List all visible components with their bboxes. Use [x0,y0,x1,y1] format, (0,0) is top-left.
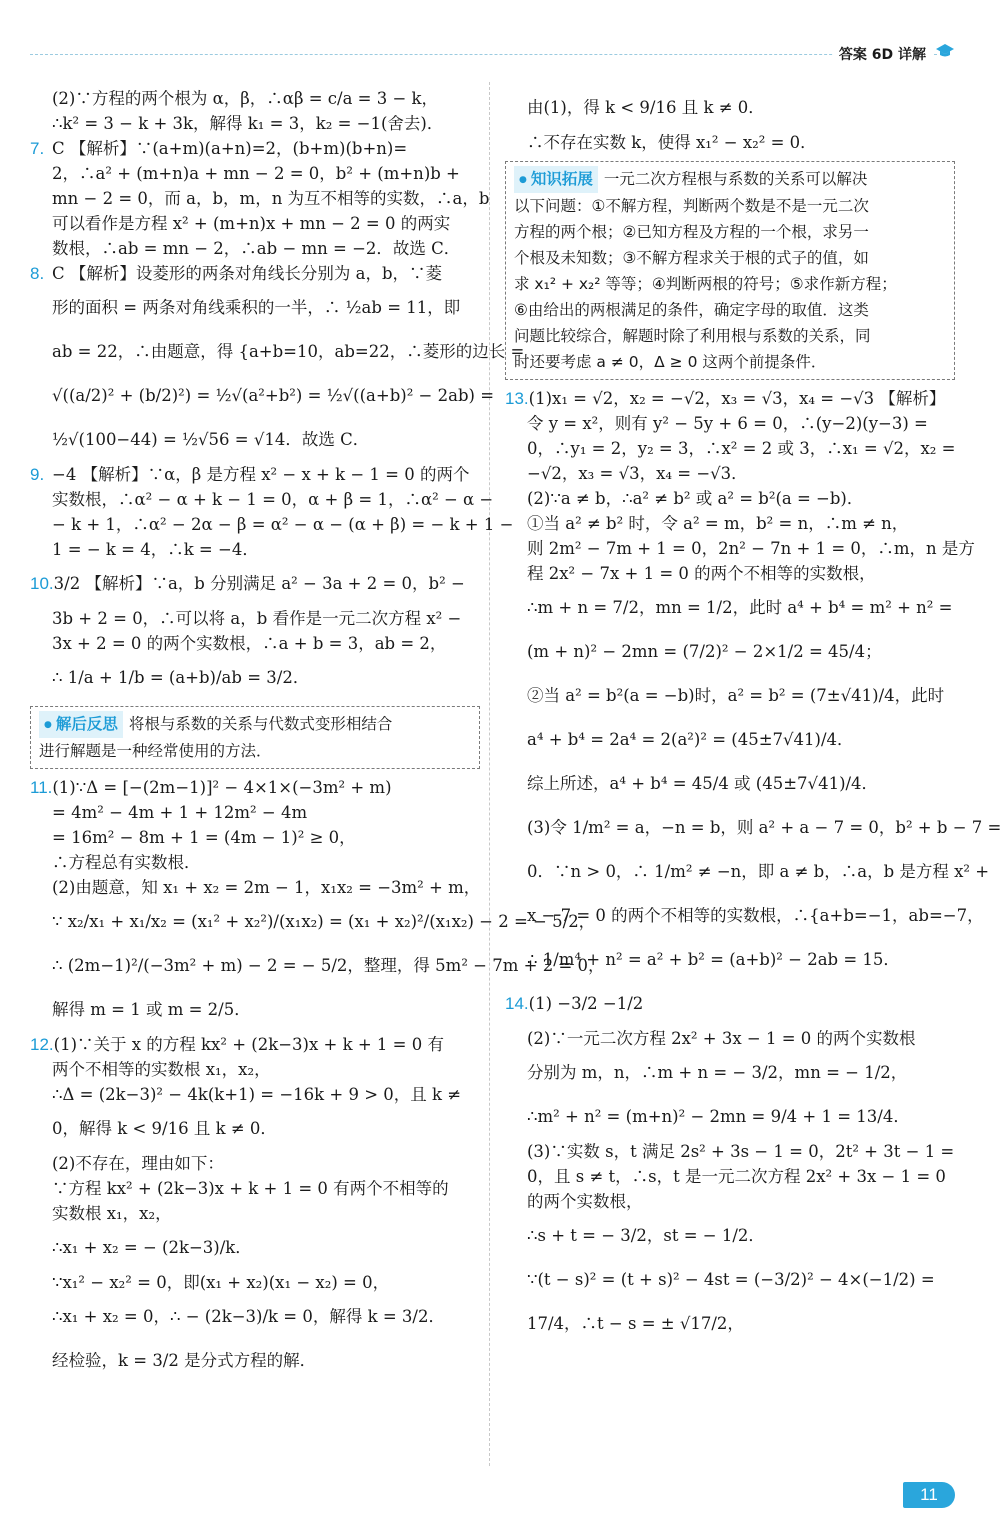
solution-line [30,161,480,186]
solution-line [30,1201,480,1226]
solution-text: mn − 2 = 0，而 a，b，m，n 为互不相等的实数，∴a，b [52,189,490,208]
solution-text: (1)∵Δ = [−(2m−1)]² − 4×1×(−3m² + m) [52,777,392,797]
solution-line [30,900,596,944]
solution-line [505,938,955,982]
solution-text: ∵方程 kx² + (2k−3)x + k + 1 = 0 有两个不相等的 [52,1178,449,1198]
solution-line [30,211,480,236]
header-title: 答案 6D 详解 [833,44,932,64]
solution-text: 经检验，k = 3/2 是分式方程的解． [52,1350,317,1370]
solution-text: (2)∵方程的两个根为 α，β，∴αβ = c/a = 3 − k， [52,89,439,108]
reflection-box-line: 将根与系数的关系与代数式变形相结合 [128,715,393,733]
question-number: 11. [30,777,53,797]
solution-text: 数根，∴ab = mn − 2，∴ab − mn = −2．故选 C． [52,239,461,258]
solution-text: 程 2x² − 7x + 1 = 0 的两个不相等的实数根， [527,563,876,583]
solution-line [505,586,955,630]
solution-text: ∴x₁ + x₂ = 0，∴ − (2k−3)/k = 0，解得 k = 3/2． [52,1306,445,1326]
solution-text: ∴ (2m−1)²/(−3m² + m) − 2 = − 5/2，整理，得 5m² − 7m + 2 = 0， [52,955,605,975]
solution-line [30,875,480,900]
question-number: 14. [505,993,529,1013]
solution-line [505,536,975,561]
solution-text: 两个不相等的实数根 x₁，x₂， [52,1059,271,1079]
solution-line [30,825,480,850]
solution-text: ½√(100−44) = ½√56 = √14．故选 C． [52,430,370,449]
solution-text: ∵x₁² − x₂² = 0，即(x₁ + x₂)(x₁ − x₂) = 0， [52,1272,390,1292]
solution-text: 0．∵n > 0，∴ 1/m² ≠ −n，即 a ≠ b，∴a，b 是方程 x² + [527,861,990,881]
solution-line [505,1051,955,1095]
solution-text: 由(1)，得 k < 9/16 且 k ≠ 0． [527,98,765,117]
knowledge-box-line: 求 x₁² + x₂² 等等；④判断两根的符号；⑤求作新方程； [514,274,897,293]
solution-text: ∴s + t = − 3/2，st = − 1/2． [527,1225,765,1245]
solution-text: = 16m² − 8m + 1 = (4m − 1)² ≥ 0， [52,827,356,847]
solution-line [30,286,480,330]
solution-line [30,1270,480,1295]
solution-line [505,1302,955,1346]
solution-text: ∴不存在实数 k，使得 x₁² − x₂² = 0． [527,133,817,152]
solution-line [505,1214,955,1258]
solution-line [505,1139,955,1164]
solution-text: = 4m² − 4m + 1 + 12m² − 4m [52,802,308,822]
solution-line [30,236,480,261]
graduation-cap-icon [935,42,955,60]
solution-line [505,718,955,762]
question-number: 7. [30,139,45,158]
question-number: 12. [30,1034,54,1054]
solution-text: ①当 a² ≠ b² 时，令 a² = m，b² = n，∴m ≠ n， [527,513,909,533]
solution-text: ∵(t − s)² = (t + s)² − 4st = (−3/2)² − 4×(−1/2) = [527,1269,935,1289]
solution-text: 则 2m² − 7m + 1 = 0，2n² − 7n + 1 = 0，∴m，n 是方 [527,538,975,558]
solution-text: 3x + 2 = 0 的两个实数根，∴a + b = 3，ab = 2， [52,634,447,653]
solution-text: ∴ 1/a + 1/b = (a+b)/ab = 3/2． [52,668,310,687]
solution-text: ∴x₁ + x₂ = − (2k−3)/k． [52,1237,252,1257]
question-number: 8. [30,264,45,283]
solution-text: 2，∴a² + (m+n)a + mn − 2 = 0，b² + (m+n)b + [52,164,460,183]
solution-line [505,386,955,411]
solution-text: ∴m + n = 7/2，mn = 1/2，此时 a⁴ + b⁴ = m² + n² = [527,597,953,617]
solution-text: ab = 22，∴由题意，得 {a+b=10，ab=22，∴菱形的边长 = [52,342,525,361]
solution-line [505,486,955,511]
solution-text: 1 = − k = 4，∴k = −4． [52,540,259,559]
solution-line [30,462,480,487]
solution-line [30,656,480,700]
solution-text: 解得 m = 1 或 m = 2/5． [52,999,251,1019]
solution-text: (1)x₁ = √2，x₂ = −√2，x₃ = √3，x₄ = −√3 【解析】 [528,388,946,408]
solution-line [505,894,984,938]
knowledge-box-line: 问题比较综合，解题时除了利用根与系数的关系，同 [514,326,871,345]
knowledge-box-line: 方程的两个根；②已知方程及方程的一个根，求另一 [514,222,869,241]
knowledge-box [505,161,955,380]
solution-line [505,630,955,674]
solution-line [505,674,955,718]
reflection-box-line: 进行解题是一种经常使用的方法． [39,741,272,760]
solution-text: −4 【解析】∵α，β 是方程 x² − x + k − 1 = 0 的两个 [52,465,470,484]
question-number: 10. [30,574,54,593]
solution-text: 3/2 【解析】∵a，b 分别满足 a² − 3a + 2 = 0，b² − [53,574,465,593]
solution-line [505,511,955,536]
solution-text: x − 7 = 0 的两个不相等的实数根，∴{a+b=−1，ab=−7， [527,905,984,925]
solution-line [30,775,480,800]
solution-line [505,1189,955,1214]
solution-line [30,86,480,111]
solution-line [505,411,955,436]
solution-text: 的两个实数根， [527,1191,643,1211]
solution-line [30,186,490,211]
solution-text: (3)令 1/m² = a，−n = b，则 a² + a − 7 = 0，b² + b − 7 = [527,817,1002,837]
solution-line [30,1032,480,1057]
solution-line [505,1026,955,1051]
solution-text: (2)由题意，知 x₁ + x₂ = 2m − 1，x₁x₂ = −3m² + m， [52,877,481,897]
solution-line [30,944,605,988]
solution-line [30,1107,480,1151]
solution-line [30,261,480,286]
solution-line [505,461,955,486]
solution-line [30,330,525,374]
solution-text: ②当 a² = b²(a = −b)时，a² = b² = (7±√41)/4，此时 [527,685,945,705]
solution-text: 实数根，∴α² − α + k − 1 = 0，α + β = 1，∴α² − α − [52,490,494,509]
solution-line [505,806,1002,850]
solution-line [30,418,480,462]
knowledge-box-line: 一元二次方程根与系数的关系可以解决 [603,170,868,188]
solution-text: ∴m² + n² = (m+n)² − 2mn = 9/4 + 1 = 13/4． [527,1106,910,1126]
solution-text: 分别为 m，n，∴m + n = − 3/2，mn = − 1/2， [527,1062,908,1082]
solution-text: C 【解析】∵(a+m)(a+n)=2，(b+m)(b+n)= [52,139,408,158]
solution-line [30,850,480,875]
solution-line [30,800,480,825]
solution-text: 0，解得 k < 9/16 且 k ≠ 0． [52,1118,277,1138]
reflection-box-title: ● 解后反思 [39,711,123,738]
reflection-box [30,706,480,769]
solution-text: √((a/2)² + (b/2)²) = ½√(a²+b²) = ½√((a+b)² − 2ab) = [52,386,495,405]
solution-text: 0，∴y₁ = 2，y₂ = 3，∴x² = 2 或 3，∴x₁ = √2，x₂ = [527,438,956,458]
solution-text: (1)∵关于 x 的方程 kx² + (2k−3)x + k + 1 = 0 有 [53,1034,444,1054]
header-rule [30,54,937,55]
solution-text: −√2，x₃ = √3，x₄ = −√3． [527,463,748,483]
solution-text: 综上所述，a⁴ + b⁴ = 45/4 或 (45±7√41)/4． [527,773,879,793]
solution-text: 0，且 s ≠ t，∴s，t 是一元二次方程 2x² + 3x − 1 = 0 [527,1166,946,1186]
solution-text: (3)∵实数 s，t 满足 2s² + 3s − 1 = 0，2t² + 3t − 1 = [527,1141,955,1161]
solution-text: ∴ 1/m⁴ + n² = a² + b² = (a+b)² − 2ab = 15． [527,949,900,969]
question-number: 13. [505,388,529,408]
knowledge-box-line: 时还要考虑 a ≠ 0，Δ ≥ 0 这两个前提条件． [514,352,827,371]
solution-text: (1) −3/2 −1/2 [528,993,644,1013]
solution-line [30,374,495,418]
solution-text: a⁴ + b⁴ = 2a⁴ = 2(a²)² = (45±7√41)/4． [527,729,854,749]
solution-text: 可以看作是方程 x² + (m+n)x + mn − 2 = 0 的两实 [52,214,451,233]
question-number: 9. [30,465,45,484]
solution-line [30,1151,480,1176]
column-divider [489,82,490,1466]
solution-text: (m + n)² − 2mn = (7/2)² − 2×1/2 = 45/4； [527,641,882,661]
solution-line [505,561,955,586]
solution-text: (2)∵a ≠ b，∴a² ≠ b² 或 a² = b²(a = −b)． [527,488,864,508]
solution-text: ∴方程总有实数根． [52,852,201,872]
solution-line [30,1082,480,1107]
solution-line [505,982,955,1026]
solution-line [505,762,955,806]
solution-line [30,512,514,537]
solution-line [30,1226,480,1270]
solution-line [30,1339,480,1383]
solution-text: C 【解析】设菱形的两条对角线长分别为 a，b，∵菱 [52,264,443,283]
solution-line [505,130,955,155]
solution-line [505,850,990,894]
knowledge-box-title: ● 知识拓展 [514,166,598,193]
solution-line [505,1258,955,1302]
knowledge-box-line: 个根及未知数；③不解方程求关于根的式子的值，如 [514,248,869,267]
solution-line [30,631,480,656]
solution-text: ∴Δ = (2k−3)² − 4k(k+1) = −16k + 9 > 0，且 k ≠ [52,1084,462,1104]
solution-line [505,436,955,461]
solution-line [30,487,494,512]
solution-text: − k + 1，∴α² − 2α − β = α² − α − (α + β) = − k + 1 − [52,515,514,534]
knowledge-box-line: ⑥由给出的两根满足的条件，确定字母的取值．这类 [514,300,869,319]
solution-line [505,1164,955,1189]
solution-text: 3b + 2 = 0，∴可以将 a，b 看作是一元二次方程 x² − [52,609,462,628]
solution-text: 17/4，∴t − s = ± √17/2， [527,1313,744,1333]
solution-text: (2)不存在，理由如下： [52,1153,224,1173]
solution-text: ∴k² = 3 − k + 3k，解得 k₁ = 3，k₂ = −1(舍去)． [52,114,444,133]
knowledge-box-line: 以下问题：①不解方程，判断两个数是不是一元二次 [514,196,869,215]
solution-text: 令 y = x²，则有 y² − 5y + 6 = 0，∴(y−2)(y−3) = [527,413,928,433]
solution-line [30,1057,480,1082]
solution-line [30,537,480,562]
solution-line [505,86,955,130]
solution-text: 形的面积 = 两条对角线乘积的一半，∴ ½ab = 11，即 [52,298,461,317]
page-number: 11 [903,1482,955,1508]
solution-line [30,111,480,136]
solution-line [30,136,480,161]
solution-line [505,1095,955,1139]
solution-text: 实数根 x₁，x₂， [52,1203,172,1223]
solution-line [30,1176,480,1201]
right-column [505,86,1002,1346]
solution-line [30,606,480,631]
solution-line [30,562,480,606]
solution-text: ∵ x₂/x₁ + x₁/x₂ = (x₁² + x₂²)/(x₁x₂) = (x₁ + x₂)²/(x₁x₂) − 2 = − 5/2， [52,911,596,931]
solution-text: (2)∵一元二次方程 2x² + 3x − 1 = 0 的两个实数根 [527,1028,916,1048]
solution-line [30,1295,480,1339]
solution-line [30,988,480,1032]
